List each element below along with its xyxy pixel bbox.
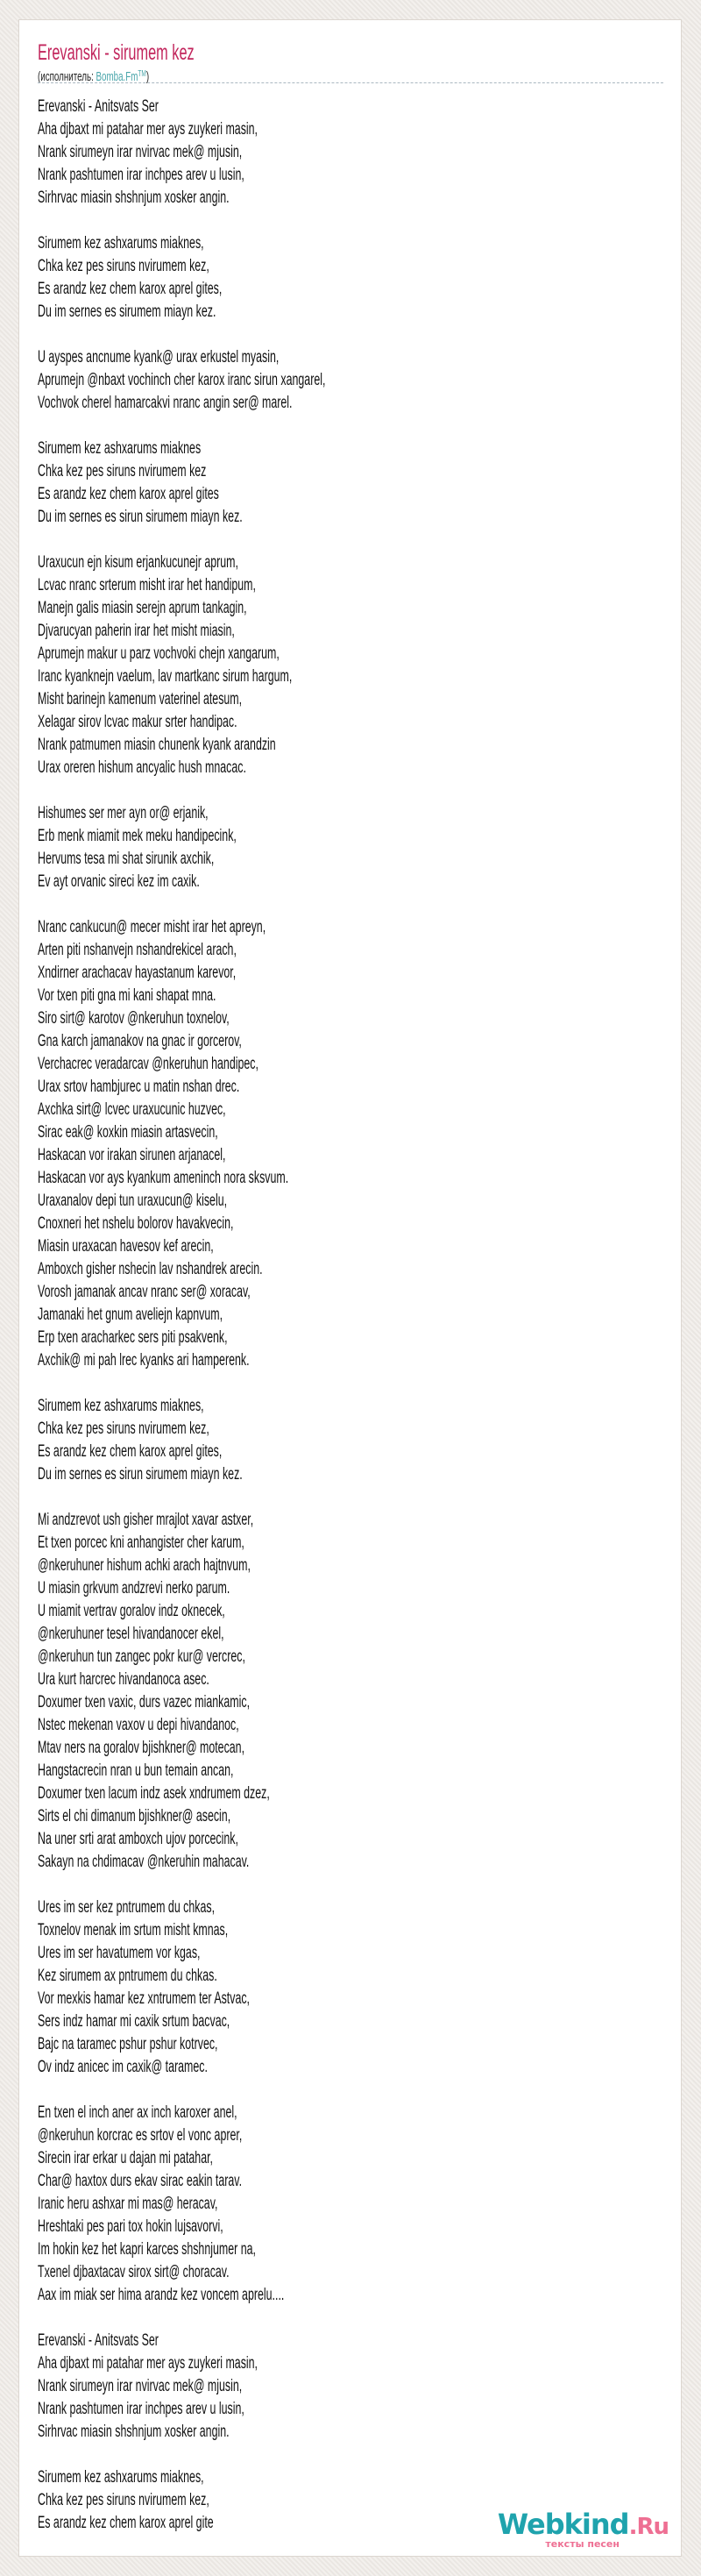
webkind-logo[interactable] xyxy=(497,2508,669,2550)
lyric-line: Du im sernes es sirumem miayn kez. xyxy=(38,302,216,321)
lyric-line: Axchik@ mi pah lrec kyanks ari hamperenk. xyxy=(38,1351,250,1370)
lyric-line: Iranic heru ashxar mi mas@ heracav, xyxy=(38,2195,218,2213)
lyric-line: Sirhrvac miasin shshnjum xosker angin. xyxy=(38,2423,230,2441)
lyric-blank-line xyxy=(38,324,325,346)
lyric-line: Xndirner arachacav hayastanum karevor, xyxy=(38,964,237,982)
lyric-line: Na uner srti arat amboxch ujov porcecink, xyxy=(38,1830,238,1848)
lyric-line: Im hokin kez het kapri karces shshnjumer na, xyxy=(38,2240,256,2259)
lyric-line: Nrank patmumen miasin chunenk kyank arandzin xyxy=(38,736,276,754)
lyric-line: Xelagar sirov lcvac makur srter handipac. xyxy=(38,713,237,731)
lyric-blank-line xyxy=(38,779,325,802)
lyric-line: Sirts el chi dimanum bjishkner@ asecin, xyxy=(38,1807,231,1825)
lyric-line: @nkeruhun tun zangec pokr kur@ vercrec, xyxy=(38,1647,245,1666)
lyric-line: Siro sirt@ karotov @nkeruhun toxnelov, xyxy=(38,1009,230,1028)
lyric-line: Jamanaki het gnum aveliejn kapnvum, xyxy=(38,1306,223,1324)
lyric-line: Urax oreren hishum ancyalic hush mnacac. xyxy=(38,758,246,777)
lyric-line: Vochvok cherel hamarcakvi nranc angin ser@ marel. xyxy=(38,394,293,412)
lyric-line: Du im sernes es sirun sirumem miayn kez. xyxy=(38,508,243,526)
lyric-line: Es arandz kez chem karox aprel gites, xyxy=(38,1442,223,1461)
lyric-line: Txenel djbaxtacav sirox sirt@ choracav. xyxy=(38,2263,230,2281)
lyrics-card xyxy=(18,19,682,2557)
lyric-line: Vor txen piti gna mi kani shapat mna. xyxy=(38,986,216,1005)
lyric-blank-line xyxy=(38,415,325,438)
lyric-line: Verchacrec veradarcav @nkeruhun handipec, xyxy=(38,1055,258,1073)
lyric-line: Haskacan vor irakan sirunen arjanacel, xyxy=(38,1146,226,1164)
lyric-line: Nrank pashtumen irar inchpes arev u lusin, xyxy=(38,2400,244,2418)
lyric-line: Ov indz anicec im caxik@ taramec. xyxy=(38,2058,208,2076)
lyrics-text xyxy=(38,96,325,2535)
lyric-line: Sirecin irar erkar u dajan mi patahar, xyxy=(38,2149,213,2167)
lyric-line: Sirumem kez ashxarums miaknes xyxy=(38,439,202,458)
lyric-line: Erevanski - Anitsvats Ser xyxy=(38,97,159,116)
title-divider xyxy=(38,82,663,83)
lyric-line: Djvarucyan paherin irar het misht miasin, xyxy=(38,622,235,640)
lyric-line: Vor mexkis hamar kez xntrumem ter Astvac, xyxy=(38,1989,251,2008)
lyric-line: Erp txen aracharkec sers piti psakvenk, xyxy=(38,1328,228,1347)
performer-suffix: ) xyxy=(145,69,150,84)
lyric-line: Hangstacrecin nran u bun temain ancan, xyxy=(38,1761,234,1780)
lyric-line: Sakayn na chdimacav @nkeruhin mahacav. xyxy=(38,1853,250,1871)
lyric-line: Doxumer txen lacum indz asek xndrumem dzez, xyxy=(38,1784,270,1803)
trademark-mark: TM xyxy=(138,69,146,79)
logo-wordmark xyxy=(497,2508,669,2541)
lyric-line: Iranc kyanknejn vaelum, lav martkanc sirum hargum, xyxy=(38,667,293,686)
lyric-blank-line xyxy=(38,210,325,232)
lyric-line: Doxumer txen vaxic, durs vazec miankamic, xyxy=(38,1693,251,1711)
song-title: Erevanski - sirumem kez xyxy=(38,40,195,65)
lyric-blank-line xyxy=(38,1486,325,1509)
lyric-line: Amboxch gisher nshecin lav nshandrek arecin. xyxy=(38,1260,263,1278)
lyric-line: Sirhrvac miasin shshnjum xosker angin. xyxy=(38,189,230,207)
lyric-line: Uraxucun ejn kisum erjankucunejr aprum, xyxy=(38,553,238,572)
lyric-line: Sirumem kez ashxarums miaknes, xyxy=(38,1397,204,1415)
lyric-line: Hervums tesa mi shat sirunik axchik, xyxy=(38,850,215,868)
lyric-line: Sirumem kez ashxarums miaknes, xyxy=(38,2468,204,2487)
lyric-line: Nrank pashtumen irar inchpes arev u lusin, xyxy=(38,166,244,184)
lyric-blank-line xyxy=(38,1372,325,1395)
lyric-line: Sers indz hamar mi caxik srtum bacvac, xyxy=(38,2012,230,2031)
lyric-line: @nkeruhuner hishum achki arach hajtnvum, xyxy=(38,1556,251,1575)
lyric-line: Uraxanalov depi tun uraxucun@ kiselu, xyxy=(38,1192,228,1210)
lyric-line: Aha djbaxt mi patahar mer ays zuykeri masin, xyxy=(38,2354,258,2373)
lyric-line: Et txen porcec kni anhangister cher karum, xyxy=(38,1534,244,1552)
lyric-line: U miamit vertrav goralov indz oknecek, xyxy=(38,1602,225,1620)
lyric-line: @nkeruhuner tesel hivandanocer ekel, xyxy=(38,1625,224,1643)
lyric-line: Manejn galis miasin serejn aprum tankagin, xyxy=(38,599,247,617)
performer-prefix: (исполнитель: xyxy=(38,69,96,84)
lyric-blank-line xyxy=(38,893,325,916)
lyric-line: Du im sernes es sirun sirumem miayn kez. xyxy=(38,1465,243,1484)
lyric-line: Hreshtaki pes pari tox hokin lujsavorvi, xyxy=(38,2217,223,2236)
lyric-line: En txen el inch aner ax inch karoxer anel, xyxy=(38,2103,237,2122)
lyric-line: Cnoxneri het nshelu bolorov havakvecin, xyxy=(38,1214,234,1233)
lyric-line: Aax im miak ser hima arandz kez voncem aprelu.... xyxy=(38,2286,285,2304)
lyric-line: Kez sirumem ax pntrumem du chkas. xyxy=(38,1967,217,1985)
lyric-line: Sirumem kez ashxarums miaknes, xyxy=(38,234,204,253)
lyric-line: Aha djbaxt mi patahar mer ays zuykeri masin, xyxy=(38,120,258,139)
lyric-line: Arten piti nshanvejn nshandrekicel arach, xyxy=(38,941,237,959)
lyric-line: Chka kez pes siruns nvirumem kez, xyxy=(38,257,209,275)
lyric-line: Aprumejn makur u parz vochvoki chejn xangarum, xyxy=(38,644,280,663)
lyric-line: Nrank sirumeyn irar nvirvac mek@ mjusin, xyxy=(38,143,243,161)
lyric-line: Sirac eak@ koxkin miasin artasvecin, xyxy=(38,1123,218,1142)
lyric-line: Es arandz kez chem karox aprel gite xyxy=(38,2514,214,2532)
lyric-line: @nkeruhun korcrac es srtov el vonc aprer, xyxy=(38,2126,243,2145)
lyric-line: Urax srtov hambjurec u matin nshan drec. xyxy=(38,1078,240,1096)
lyric-line: Nrank sirumeyn irar nvirvac mek@ mjusin, xyxy=(38,2377,243,2395)
lyric-line: Chka kez pes siruns nvirumem kez xyxy=(38,462,207,480)
logo-tagline: тексты песен xyxy=(545,2538,620,2550)
lyric-line: Axchka sirt@ lcvec uraxucunic huzvec, xyxy=(38,1100,226,1119)
performer-name: Bomba.Fm xyxy=(96,69,138,84)
lyric-line: Gna karch jamanakov na gnac ir gorcerov, xyxy=(38,1032,242,1050)
lyric-blank-line xyxy=(38,2079,325,2102)
lyric-line: Nranc cankucun@ mecer misht irar het apreyn, xyxy=(38,918,266,936)
lyric-line: Aprumejn @nbaxt vochinch cher karox iranc sirun xangarel, xyxy=(38,371,326,389)
lyric-blank-line xyxy=(38,2444,325,2466)
lyric-line: Ures im ser kez pntrumem du chkas, xyxy=(38,1898,216,1917)
lyric-line: Hishumes ser mer ayn or@ erjanik, xyxy=(38,804,209,822)
lyric-line: Chka kez pes siruns nvirumem kez, xyxy=(38,1420,209,1438)
lyric-line: Es arandz kez chem karox aprel gites xyxy=(38,485,219,503)
lyric-line: Erevanski - Anitsvats Ser xyxy=(38,2331,159,2350)
logo-main-text: Webkind xyxy=(497,2508,629,2541)
lyric-blank-line xyxy=(38,529,325,551)
lyric-line: U ayspes ancnume kyank@ urax erkustel myasin, xyxy=(38,348,280,366)
lyric-line: Ura kurt harcrec hivandanoca asec. xyxy=(38,1670,209,1689)
lyric-line: Lcvac nranc srterum misht irar het handipum, xyxy=(38,576,256,594)
lyric-blank-line xyxy=(38,1874,325,1896)
lyric-blank-line xyxy=(38,2307,325,2330)
lyric-line: Es arandz kez chem karox aprel gites, xyxy=(38,280,223,298)
lyric-line: Mi andzrevot ush gisher mrajlot xavar astxer, xyxy=(38,1511,254,1529)
lyric-line: Ev ayt orvanic sireci kez im caxik. xyxy=(38,872,200,891)
lyric-line: Chka kez pes siruns nvirumem kez, xyxy=(38,2491,209,2509)
lyric-line: Erb menk miamit mek meku handipecink, xyxy=(38,827,237,845)
logo-tld: .Ru xyxy=(628,2514,669,2540)
lyric-line: Miasin uraxacan havesov kef arecin, xyxy=(38,1237,214,1256)
lyric-line: Nstec mekenan vaxov u depi hivandanoc, xyxy=(38,1716,239,1734)
lyric-line: Vorosh jamanak ancav nranc ser@ xoracav, xyxy=(38,1283,251,1301)
lyric-line: Misht barinejn kamenum vaterinel atesum, xyxy=(38,690,243,708)
lyric-line: U miasin grkvum andzrevi nerko parum. xyxy=(38,1579,230,1598)
lyric-line: Bajc na taramec pshur pshur kotrvec, xyxy=(38,2035,218,2053)
lyric-line: Haskacan vor ays kyankum ameninch nora sksvum. xyxy=(38,1169,289,1187)
lyric-line: Char@ haxtox durs ekav sirac eakin tarav. xyxy=(38,2172,243,2190)
lyric-line: Ures im ser havatumem vor kgas, xyxy=(38,1944,201,1962)
lyric-line: Mtav ners na goralov bjishkner@ motecan, xyxy=(38,1739,245,1757)
lyric-line: Toxnelov menak im srtum misht kmnas, xyxy=(38,1921,229,1939)
